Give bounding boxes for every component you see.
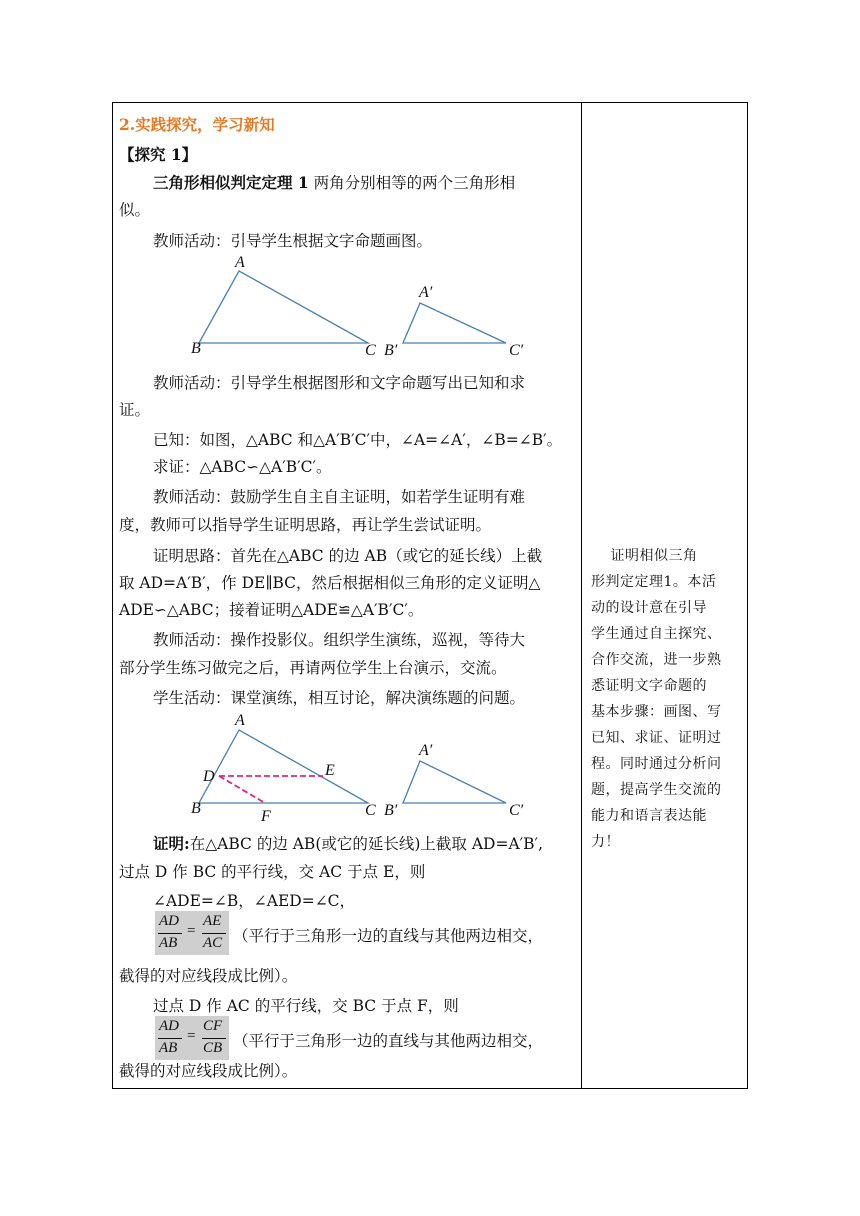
reason-1-cont: 截得的对应线段成比例）。 bbox=[119, 967, 298, 985]
teacher-activity-4: 教师活动：操作投影仪。组织学生演练，巡视，等待大 bbox=[153, 631, 526, 649]
prove-statement: 求证：△ABC∽△A′B′C′。 bbox=[153, 458, 332, 476]
label-b: B bbox=[191, 340, 201, 357]
frac2-den-right: CB bbox=[203, 1040, 223, 1056]
segment-df bbox=[219, 776, 265, 803]
label-a-prime-2: A′ bbox=[419, 742, 433, 759]
teacher-activity-3: 教师活动：鼓励学生自主自主证明，如若学生证明有难 bbox=[153, 488, 526, 506]
fraction-ad-ab-ae-ac bbox=[155, 911, 229, 955]
triangle-a2b2c2-proof bbox=[403, 761, 506, 803]
figure-triangles-2 bbox=[113, 709, 581, 824]
proof-idea-cont-1: 取 AD=A′B′，作 DE∥BC，然后根据相似三角形的定义证明△ bbox=[119, 574, 541, 592]
theorem-text-cont: 似。 bbox=[119, 201, 151, 219]
frac2-bar-left bbox=[158, 1038, 182, 1039]
reason-2-cont: 截得的对应线段成比例）。 bbox=[119, 1062, 298, 1080]
side-note-line-12: 力！ bbox=[591, 834, 620, 850]
triangle-abc-proof bbox=[199, 730, 368, 803]
theorem-name: 三角形相似判定定理 1 bbox=[153, 173, 309, 192]
label-b-2: B bbox=[191, 800, 201, 817]
reason-1: （平行于三角形一边的直线与其他两边相交， bbox=[233, 927, 544, 945]
column-divider bbox=[581, 103, 582, 1088]
side-note-line-8: 已知、求证、证明过 bbox=[591, 730, 722, 746]
frac1-bar-left bbox=[158, 933, 182, 934]
label-c: C bbox=[365, 342, 376, 359]
proof-line-4: 过点 D 作 AC 的平行线，交 BC 于点 F，则 bbox=[153, 997, 459, 1015]
proof-text-1: 在△ABC 的边 AB(或它的延长线)上截取 AD=A′B′, bbox=[189, 835, 544, 853]
teacher-activity-4-cont: 部分学生练习做完之后，再请两位学生上台演示，交流。 bbox=[119, 659, 507, 677]
frac1-equals: = bbox=[187, 923, 196, 939]
side-note-line-11: 能力和语言表达能 bbox=[591, 808, 707, 824]
side-note-line-1: 证明相似三角 bbox=[591, 548, 698, 564]
theorem-text: 两角分别相等的两个三角形相 bbox=[313, 174, 516, 192]
frac2-equals: = bbox=[187, 1028, 196, 1044]
theorem-line bbox=[153, 173, 515, 193]
frac1-num-right: AE bbox=[203, 913, 222, 929]
label-a-prime: A′ bbox=[419, 284, 433, 301]
label-d: D bbox=[203, 768, 215, 785]
side-note-line-5: 合作交流，进一步熟 bbox=[591, 652, 722, 668]
label-a-2: A bbox=[235, 712, 245, 729]
proof-idea-cont-2: ADE∽△ABC；接着证明△ADE≌△A′B′C′。 bbox=[119, 601, 424, 619]
known-statement: 已知：如图，△ABC 和△A′B′C′中，∠A=∠A′，∠B=∠B′。 bbox=[153, 431, 563, 449]
label-e: E bbox=[325, 762, 335, 779]
figure-triangles-1 bbox=[113, 253, 581, 363]
label-a: A bbox=[235, 254, 245, 271]
teacher-activity-2: 教师活动：引导学生根据图形和文字命题写出已知和求 bbox=[153, 374, 526, 392]
proof-line-1 bbox=[153, 834, 543, 854]
label-b-prime-2: B′ bbox=[384, 802, 398, 819]
side-note-line-7: 基本步骤：画图、写 bbox=[591, 704, 722, 720]
label-c-2: C bbox=[365, 802, 376, 819]
frac2-num-left: AD bbox=[159, 1018, 179, 1034]
label-c-prime-2: C′ bbox=[509, 802, 524, 819]
triangle-a2b2c2 bbox=[403, 303, 506, 343]
label-b-prime: B′ bbox=[384, 342, 398, 359]
label-f: F bbox=[261, 808, 271, 824]
explore-label: 【探究 1】 bbox=[119, 145, 198, 164]
frac1-den-right: AC bbox=[203, 935, 223, 951]
proof-line-3: ∠ADE=∠B，∠AED=∠C， bbox=[153, 892, 356, 910]
teacher-activity-3-cont: 度，教师可以指导学生证明思路，再让学生尝试证明。 bbox=[119, 516, 492, 534]
label-c-prime: C′ bbox=[509, 342, 524, 359]
side-note-line-4: 学生通过自主探究、 bbox=[591, 626, 722, 642]
proof-line-2: 过点 D 作 BC 的平行线，交 AC 于点 E，则 bbox=[119, 863, 426, 881]
frac1-num-left: AD bbox=[159, 913, 179, 929]
frac2-bar-right bbox=[202, 1038, 226, 1039]
fraction-ad-ab-cf-cb bbox=[155, 1016, 229, 1060]
reason-2: （平行于三角形一边的直线与其他两边相交， bbox=[233, 1032, 544, 1050]
side-note-line-6: 悉证明文字命题的 bbox=[591, 678, 707, 694]
frac2-num-right: CF bbox=[203, 1018, 223, 1034]
proof-idea: 证明思路：首先在△ABC 的边 AB（或它的延长线）上截 bbox=[153, 547, 543, 565]
teacher-activity-1: 教师活动：引导学生根据文字命题画图。 bbox=[153, 232, 433, 250]
side-note-line-2: 形判定定理1。本活 bbox=[591, 574, 717, 590]
triangle-abc bbox=[199, 271, 368, 343]
side-note-line-9: 程。同时通过分析问 bbox=[591, 756, 722, 772]
teacher-activity-2-cont: 证。 bbox=[119, 401, 151, 419]
frac2-den-left: AB bbox=[159, 1040, 178, 1056]
side-note-line-3: 动的设计意在引导 bbox=[591, 600, 707, 616]
section-title: 2.实践探究，学习新知 bbox=[119, 115, 275, 134]
student-activity: 学生活动：课堂演练，相互讨论，解决演练题的问题。 bbox=[153, 689, 526, 707]
frac1-bar-right bbox=[202, 933, 226, 934]
frac1-den-left: AB bbox=[159, 935, 178, 951]
proof-label: 证明: bbox=[153, 834, 190, 853]
lesson-table bbox=[112, 102, 748, 1089]
side-note-line-10: 题，提高学生交流的 bbox=[591, 782, 722, 798]
